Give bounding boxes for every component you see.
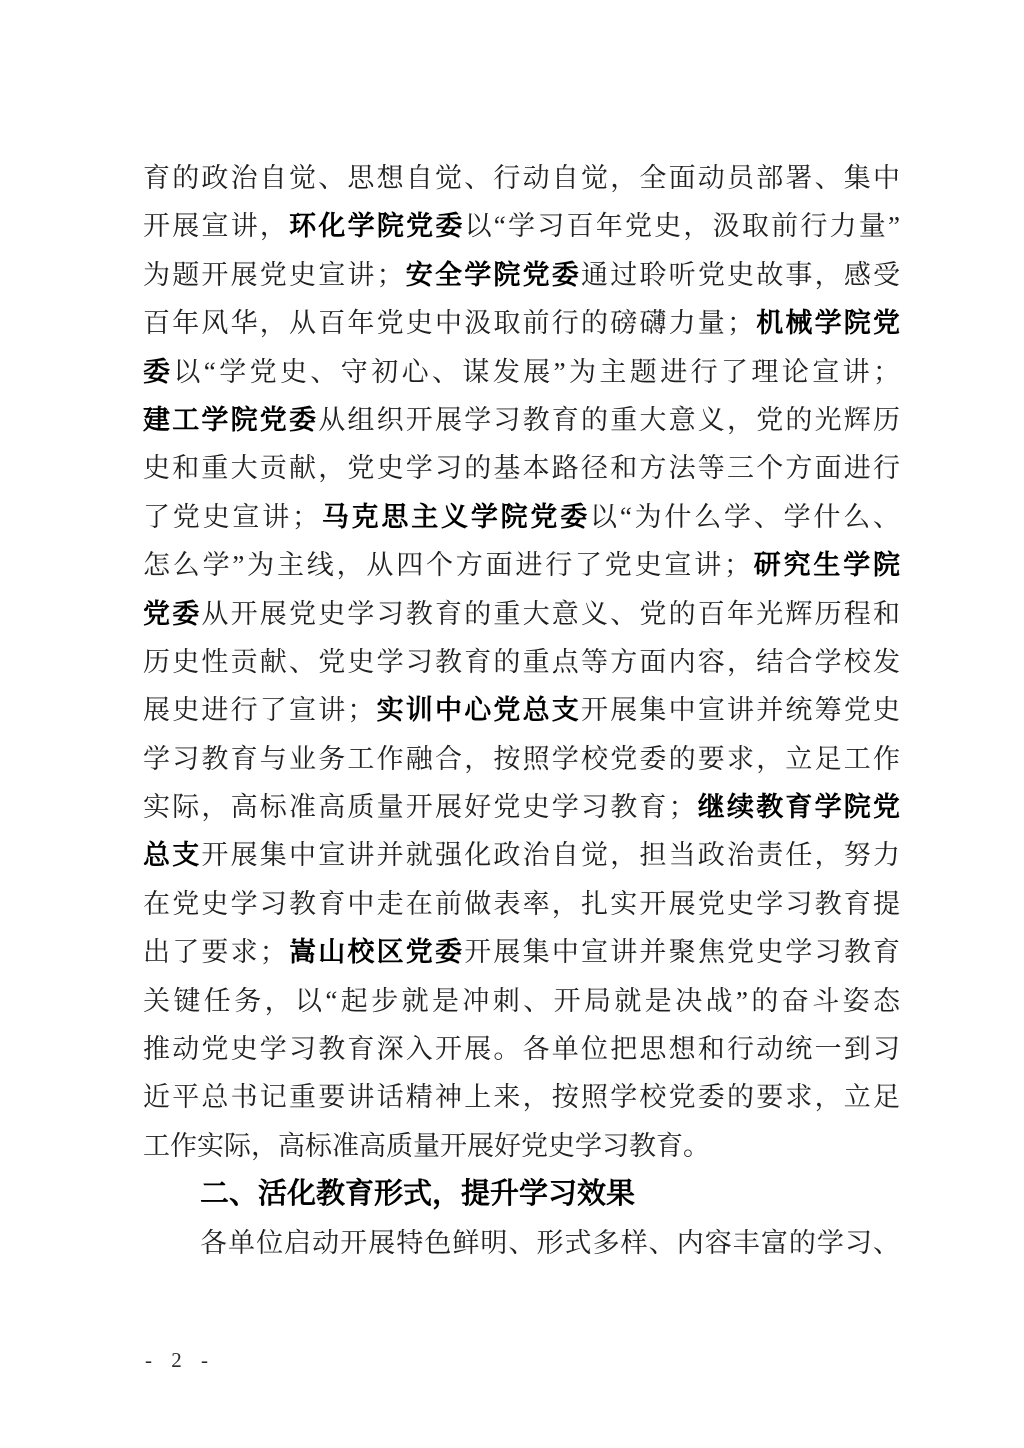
text-line [143, 686, 900, 734]
text-run: 百年风华，从百年党史中汲取前行的磅礴力量； [143, 308, 754, 339]
org-name-bold: 机械学院党 [754, 308, 900, 339]
text-run: 各单位启动开展特色鲜明、形式多样、内容丰富的学习、 [200, 1227, 900, 1258]
org-name-bold: 环化学院党委 [289, 211, 465, 242]
text-line [143, 493, 900, 541]
text-line [143, 1219, 900, 1267]
text-run: 为题开展党史宣讲； [143, 259, 404, 290]
text-line [143, 299, 900, 347]
text-run: 从开展党史学习教育的重大意义、党的百年光辉历程和 [201, 598, 901, 629]
text-run: 开展集中宣讲并统筹党史 [581, 695, 901, 726]
org-name-bold: 总支 [143, 840, 202, 871]
text-line [143, 977, 900, 1025]
org-name-bold: 研究生学院 [751, 550, 901, 581]
text-line [143, 638, 900, 686]
text-line [143, 928, 900, 976]
org-name-bold: 继续教育学院党 [695, 792, 901, 823]
text-run: 展史进行了宣讲； [143, 695, 375, 726]
text-run: 近平总书记重要讲话精神上来，按照学校党委的要求，立足 [143, 1082, 900, 1113]
text-run: 以“为什么学、学什么、 [590, 501, 901, 532]
org-name-bold: 建工学院党委 [143, 404, 319, 435]
text-run: 以“学习百年党史，汲取前行力量” [464, 211, 901, 242]
text-run: 关键任务，以“起步就是冲刺、开局就是决战”的奋斗姿态 [143, 985, 900, 1016]
text-run: 推动党史学习教育深入开展。各单位把思想和行动统一到习 [143, 1034, 900, 1065]
text-line [143, 831, 900, 879]
text-line [143, 202, 900, 250]
text-line [143, 1073, 900, 1121]
text-line [143, 590, 900, 638]
text-run: 历史性贡献、党史学习教育的重点等方面内容，结合学校发 [143, 646, 900, 677]
text-run: 学习教育与业务工作融合，按照学校党委的要求，立足工作 [143, 743, 900, 774]
text-line [143, 251, 900, 299]
org-name-bold: 安全学院党委 [403, 259, 582, 290]
org-name-bold: 实训中心党总支 [374, 695, 582, 726]
org-name-bold: 委 [143, 356, 174, 387]
text-run: 出了要求； [143, 937, 287, 968]
text-line [143, 154, 900, 202]
text-line [143, 1025, 900, 1073]
text-run: 开展宣讲， [143, 211, 290, 242]
text-run: 在党史学习教育中走在前做表率，扎实开展党史学习教育提 [143, 888, 900, 919]
text-run: 怎么学”为主线，从四个方面进行了党史宣讲； [143, 550, 751, 581]
text-line [143, 1122, 900, 1170]
text-run: 史和重大贡献，党史学习的基本路径和方法等三个方面进行 [143, 453, 900, 484]
text-line [143, 396, 900, 444]
text-line [143, 783, 900, 831]
text-run: 开展集中宣讲并聚焦党史学习教育 [464, 937, 901, 968]
text-run: 从组织开展学习教育的重大意义，党的光辉历 [318, 404, 901, 435]
org-name-bold: 二、活化教育形式，提升学习效果 [200, 1178, 636, 1211]
text-line [143, 444, 900, 492]
org-name-bold: 嵩山校区党委 [286, 937, 465, 968]
section-heading [143, 1170, 900, 1218]
text-run: 开展集中宣讲并就强化政治自觉，担当政治责任，努力 [201, 840, 901, 871]
text-run: 育的政治自觉、思想自觉、行动自觉，全面动员部署、集中 [143, 163, 900, 193]
page-number: - 2 - [145, 1348, 215, 1372]
text-run: 通过聆听党史故事，感受 [581, 259, 901, 290]
text-run: 以“学党史、守初心、谋发展”为主题进行了理论宣讲； [173, 356, 901, 387]
text-line [143, 348, 900, 396]
text-run: 了党史宣讲； [143, 501, 320, 532]
text-line [143, 735, 900, 783]
org-name-bold: 党委 [143, 598, 202, 629]
text-run: 实际，高标准高质量开展好党史学习教育； [143, 792, 696, 823]
text-run: 工作实际，高标准高质量开展好党史学习教育。 [143, 1130, 710, 1161]
text-line [143, 880, 900, 928]
org-name-bold: 马克思主义学院党委 [319, 501, 591, 532]
document-body [143, 154, 900, 1267]
text-line [143, 541, 900, 589]
